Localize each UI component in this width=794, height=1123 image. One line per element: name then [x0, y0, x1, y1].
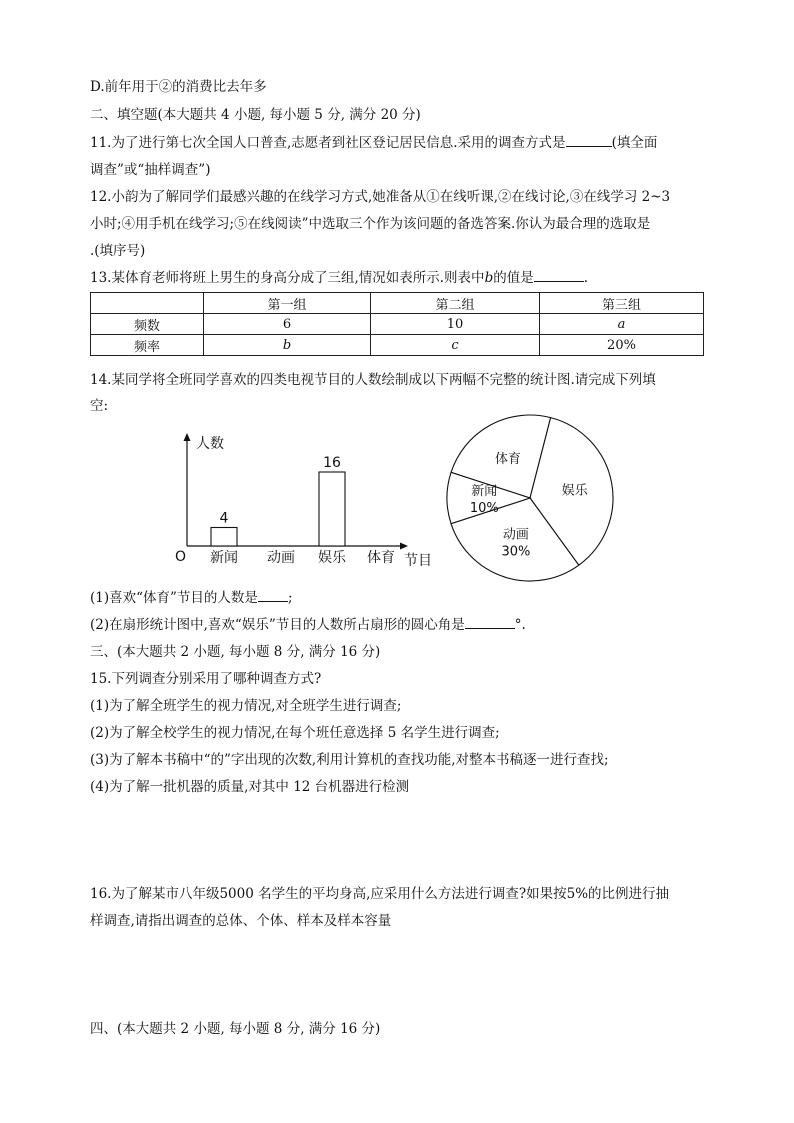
q16-line-1: 16.为了解某市八年级5000 名学生的平均身高,应采用什么方法进行调查?如果按5%的比例进行抽 [90, 886, 670, 902]
q14-2-text: (2)在扇形统计图中,喜欢“娱乐”节目的人数所占扇形的圆心角是 [90, 617, 465, 633]
bar-value-label: 4 [219, 510, 229, 527]
q14-1-blank[interactable] [258, 589, 288, 602]
y-axis-label: 人数 [196, 436, 224, 452]
q11-text: 11.为了进行第七次全国人口普查,志愿者到社区登记居民信息.采用的调查方式是 [90, 135, 566, 151]
q14-1-text: (1)喜欢“体育”节目的人数是 [90, 590, 258, 606]
table-header-group-2: 第二组 [371, 293, 540, 314]
q14-2-blank[interactable] [465, 616, 515, 629]
pie-slice-value: 10% [469, 501, 499, 516]
q13-text-2: 的值是 [493, 270, 534, 286]
pie-slice-label: 新闻 [471, 484, 498, 499]
frequency-table [90, 292, 704, 356]
x-tick-label: 动画 [267, 550, 295, 566]
q14-sub-2 [90, 616, 710, 634]
table-header-group-3: 第三组 [540, 293, 704, 314]
origin-label: O [175, 549, 187, 565]
pie-slice-value: 30% [501, 544, 531, 560]
table-cell: b [204, 335, 371, 356]
table-row-frequency-count [91, 314, 704, 335]
table-cell: a [540, 314, 704, 335]
x-axis-arrow [400, 543, 408, 550]
q14-2-end: °. [514, 617, 526, 633]
x-tick-label: 新闻 [210, 550, 238, 566]
q13-variable: b [484, 270, 494, 286]
q16-line-2: 样调查,请指出调查的总体、个体、样本及样本容量 [90, 913, 392, 929]
q13-line [90, 269, 710, 287]
q13-text: 13.某体育老师将班上男生的身高分成了三组,情况如表所示.则表中 [90, 270, 485, 286]
q11-blank[interactable] [566, 134, 612, 147]
table-cell: 6 [204, 314, 371, 335]
q15-item-2: (2)为了解全校学生的视力情况,在每个班任意选择 5 名学生进行调查; [90, 725, 500, 741]
q12-line-1: 12.小韵为了解同学们最感兴趣的在线学习方式,她准备从①在线听课,②在线讨论,③在线学习 2~3 [90, 189, 671, 205]
bar-1 [211, 528, 237, 547]
x-tick-label: 体育 [367, 550, 395, 566]
table-row-label: 频数 [91, 314, 204, 335]
pie-chart [444, 412, 616, 584]
table-row-label: 频率 [91, 335, 204, 356]
table-header-group-1: 第一组 [204, 293, 371, 314]
bar-chart [168, 428, 438, 576]
table-cell: 20% [540, 335, 704, 356]
table-header-row [91, 293, 704, 314]
q11-hint: (填全面 [611, 135, 658, 151]
q11-line-1 [90, 134, 710, 152]
table-cell: 10 [371, 314, 540, 335]
section-3-heading: 三、(本大题共 2 小题, 每小题 8 分, 满分 16 分) [90, 644, 381, 660]
pie-slice-label: 娱乐 [561, 483, 588, 499]
bar-value-label: 16 [323, 455, 341, 471]
table-cell [91, 293, 204, 314]
q15-stem: 15.下列调查分别采用了哪种调查方式? [90, 671, 322, 687]
q11-line-2: 调查”或“抽样调查”) [90, 162, 211, 178]
q12-line-2: 小时;④用手机在线学习;⑤在线阅读”中选取三个作为该问题的备选答案.你认为最合理的选取是 [90, 216, 651, 232]
q14-sub-1 [90, 589, 710, 607]
q14-line-1: 14.某同学将全班同学喜欢的四类电视节目的人数绘制成以下两幅不完整的统计图.请完成下列填 [90, 372, 656, 388]
table-cell: c [371, 335, 540, 356]
q15-item-4: (4)为了解一批机器的质量,对其中 12 台机器进行检测 [90, 779, 410, 795]
table-row-frequency-rate [91, 335, 704, 356]
q14-1-end: ; [287, 590, 293, 606]
q12-line-3: .(填序号) [90, 243, 146, 259]
q13-blank[interactable] [534, 269, 584, 282]
x-axis-label: 节目 [404, 553, 432, 569]
pie-slice-label: 体育 [494, 452, 522, 467]
section-2-heading: 二、填空题(本大题共 4 小题, 每小题 5 分, 满分 20 分) [90, 107, 421, 123]
y-axis-arrow [184, 433, 191, 441]
x-tick-label: 娱乐 [318, 550, 346, 566]
q15-item-3: (3)为了解本书稿中“的”字出现的次数,利用计算机的查找功能,对整本书稿逐一进行查找; [90, 752, 609, 768]
option-d: D.前年用于②的消费比去年多 [90, 79, 267, 95]
bar-3 [319, 472, 345, 546]
pie-slice-label: 动画 [502, 527, 529, 543]
section-4-heading: 四、(本大题共 2 小题, 每小题 8 分, 满分 16 分) [90, 1021, 381, 1037]
q14-line-2: 空: [90, 398, 109, 414]
q13-period: . [583, 270, 589, 286]
q15-item-1: (1)为了解全班学生的视力情况,对全班学生进行调查; [90, 698, 402, 714]
